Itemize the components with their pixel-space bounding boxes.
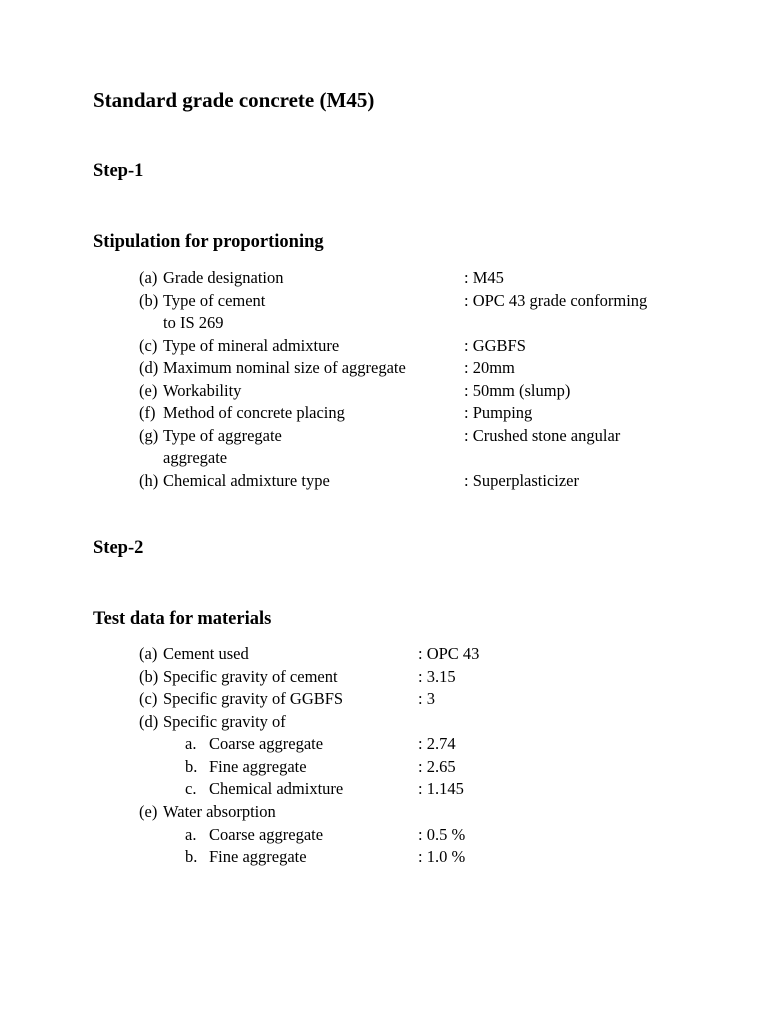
item-marker: (e) (139, 381, 158, 400)
item-value: : GGBFS (464, 336, 526, 355)
step-2-heading: Step-2 (93, 538, 144, 558)
subitem-label: Coarse aggregate (209, 825, 324, 844)
test-data-section-title: Test data for materials (93, 609, 272, 629)
item-value: : OPC 43 (418, 644, 480, 663)
item-label: Type of aggregate (163, 426, 282, 445)
page-title: Standard grade concrete (M45) (93, 88, 375, 112)
stipulation-section-title: Stipulation for proportioning (93, 232, 324, 252)
subitem-label: Fine aggregate (209, 847, 307, 866)
subitem-marker: a. (185, 734, 197, 753)
item-marker: (c) (139, 336, 158, 355)
item-label: Water absorption (163, 802, 276, 821)
item-label: Workability (163, 381, 242, 400)
item-value: : Crushed stone angular (464, 426, 621, 445)
subitem-marker: c. (185, 779, 197, 798)
subitem-label: Coarse aggregate (209, 734, 324, 753)
subitem-label: Fine aggregate (209, 757, 307, 776)
item-continuation: aggregate (163, 448, 228, 467)
item-marker: (h) (139, 471, 159, 490)
item-value: : 20mm (464, 358, 515, 377)
item-value: : 50mm (slump) (464, 381, 571, 400)
item-marker: (b) (139, 291, 159, 310)
item-label: Specific gravity of GGBFS (163, 689, 344, 708)
subitem-value: : 1.145 (418, 779, 464, 798)
item-label: Type of cement (163, 291, 266, 310)
item-value: : OPC 43 grade conforming (464, 291, 648, 310)
subitem-marker: b. (185, 757, 198, 776)
item-marker: (e) (139, 802, 158, 821)
subitem-value: : 1.0 % (418, 847, 466, 866)
item-marker: (g) (139, 426, 159, 445)
item-marker: (a) (139, 644, 158, 663)
item-label: Specific gravity of cement (163, 667, 338, 686)
subitem-marker: b. (185, 847, 198, 866)
item-value: : Superplasticizer (464, 471, 580, 490)
item-label: Method of concrete placing (163, 403, 345, 422)
item-marker: (b) (139, 667, 159, 686)
item-label: Type of mineral admixture (163, 336, 340, 355)
item-label: Specific gravity of (163, 712, 286, 731)
subitem-label: Chemical admixture (209, 779, 344, 798)
item-label: Chemical admixture type (163, 471, 330, 490)
item-marker: (c) (139, 689, 158, 708)
item-value: : 3 (418, 689, 435, 708)
step-1-heading: Step-1 (93, 161, 144, 181)
item-marker: (f) (139, 403, 156, 422)
item-label: Cement used (163, 644, 249, 663)
subitem-value: : 2.65 (418, 757, 456, 776)
subitem-value: : 2.74 (418, 734, 456, 753)
subitem-value: : 0.5 % (418, 825, 466, 844)
subitem-marker: a. (185, 825, 197, 844)
item-label: Maximum nominal size of aggregate (163, 358, 406, 377)
item-marker: (a) (139, 268, 158, 287)
item-value: : 3.15 (418, 667, 456, 686)
item-label: Grade designation (163, 268, 284, 287)
item-marker: (d) (139, 358, 159, 377)
item-continuation: to IS 269 (163, 313, 224, 332)
item-value: : Pumping (464, 403, 533, 422)
item-value: : M45 (464, 268, 504, 287)
item-marker: (d) (139, 712, 159, 731)
